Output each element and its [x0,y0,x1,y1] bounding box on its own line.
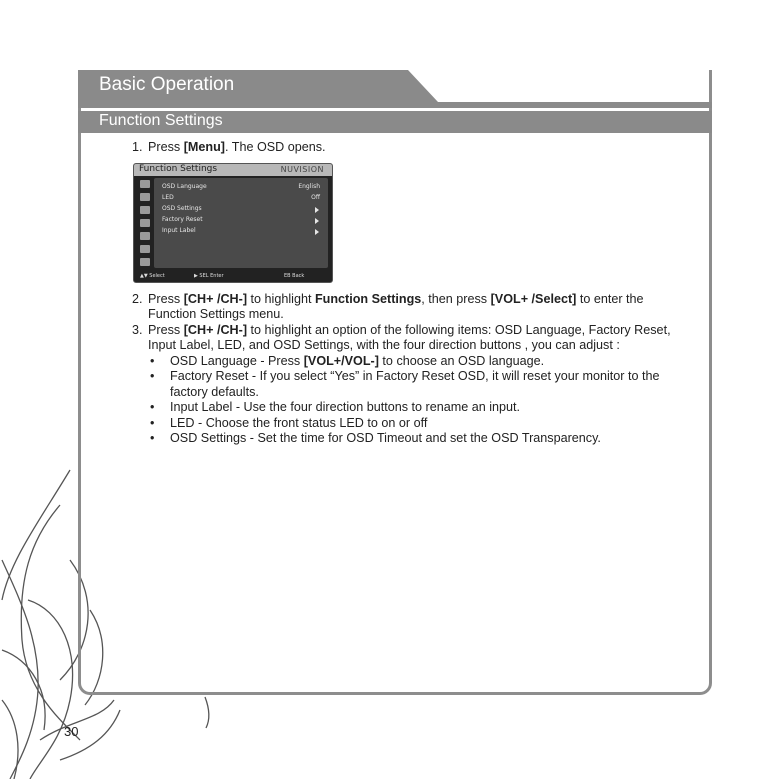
osd-title: Function Settings [139,164,218,174]
osd-row-led [162,194,324,204]
step-text: . The OSD opens. [224,140,326,154]
step-text: Press [148,322,184,337]
list-item [132,354,672,370]
step-text: to highlight an option of the following items: OSD Language, Factory Reset, Input Label, LED, and OSD Settings, with the four direction buttons , you can adjust : [148,322,671,352]
step-1 [132,140,672,156]
osd-row-input-label [162,227,324,237]
osd-row-label: OSD Settings [162,205,202,212]
key-label: [Menu] [183,140,225,154]
osd-footer [134,270,332,282]
osd-hint-select: ▲▼ Select [140,273,165,279]
picture-icon [140,180,150,188]
osd-header [134,164,332,176]
pip-icon [140,232,150,240]
image-icon [140,206,150,214]
chevron-right-icon [315,229,319,235]
step-number: 1. [132,140,143,154]
key-label: [VOL+ /Select] [490,291,577,306]
osd-row-label: LED [162,194,174,201]
osd-row-osd-settings [162,205,324,215]
osd-row-label: Input Label [162,227,196,234]
settings-icon [140,245,150,253]
step-3 [132,323,672,354]
chevron-right-icon [315,218,319,224]
osd-menu [154,178,328,268]
item-text: to choose an OSD language. [378,353,545,368]
osd-row-value: Off [311,194,320,201]
step-text: Press [148,140,184,154]
osd-row-language [162,183,324,193]
info-icon [140,258,150,266]
osd-row-label: Factory Reset [162,216,203,223]
osd-hint-back: EB Back [284,273,305,279]
osd-screenshot [133,163,333,283]
osd-row-value: English [298,183,320,190]
display-icon [140,219,150,227]
osd-row-label: OSD Language [162,183,207,190]
item-text: OSD Language - Press [170,353,304,368]
section-title: Basic Operation [99,74,235,95]
subsection-title: Function Settings [99,112,223,129]
step-text: , then press [421,291,491,306]
section-rule [78,102,712,108]
step-text: to highlight [247,291,315,306]
step-2 [132,292,672,323]
audio-icon [140,193,150,201]
osd-hint-enter: ▶ SEL Enter [194,273,224,279]
page-number: 30 [64,724,79,739]
step-number: 2. [132,291,143,306]
options-list [132,354,672,447]
step-number: 3. [132,322,143,337]
step-text: to enter the Function Settings menu. [148,291,644,321]
key-label: Function Settings [314,291,422,306]
list-item: • OSD Settings - Set the time for OSD Timeout and set the OSD Transparency. [132,431,672,447]
list-item: • Factory Reset - If you select “Yes” in Factory Reset OSD, it will reset your monitor to the factory defaults. [132,369,672,400]
list-item: • Input Label - Use the four direction buttons to rename an input. [132,400,672,416]
osd-row-factory-reset [162,216,324,226]
key-label: [VOL+/VOL-] [303,353,379,368]
key-label: [CH+ /CH-] [183,322,248,337]
key-label: [CH+ /CH-] [183,291,248,306]
step-text: Press [148,291,184,306]
osd-brand-logo: NUVISION [280,165,324,174]
list-item: • LED - Choose the front status LED to on or off [132,416,672,432]
chevron-right-icon [315,207,319,213]
osd-icon-column [138,180,152,268]
